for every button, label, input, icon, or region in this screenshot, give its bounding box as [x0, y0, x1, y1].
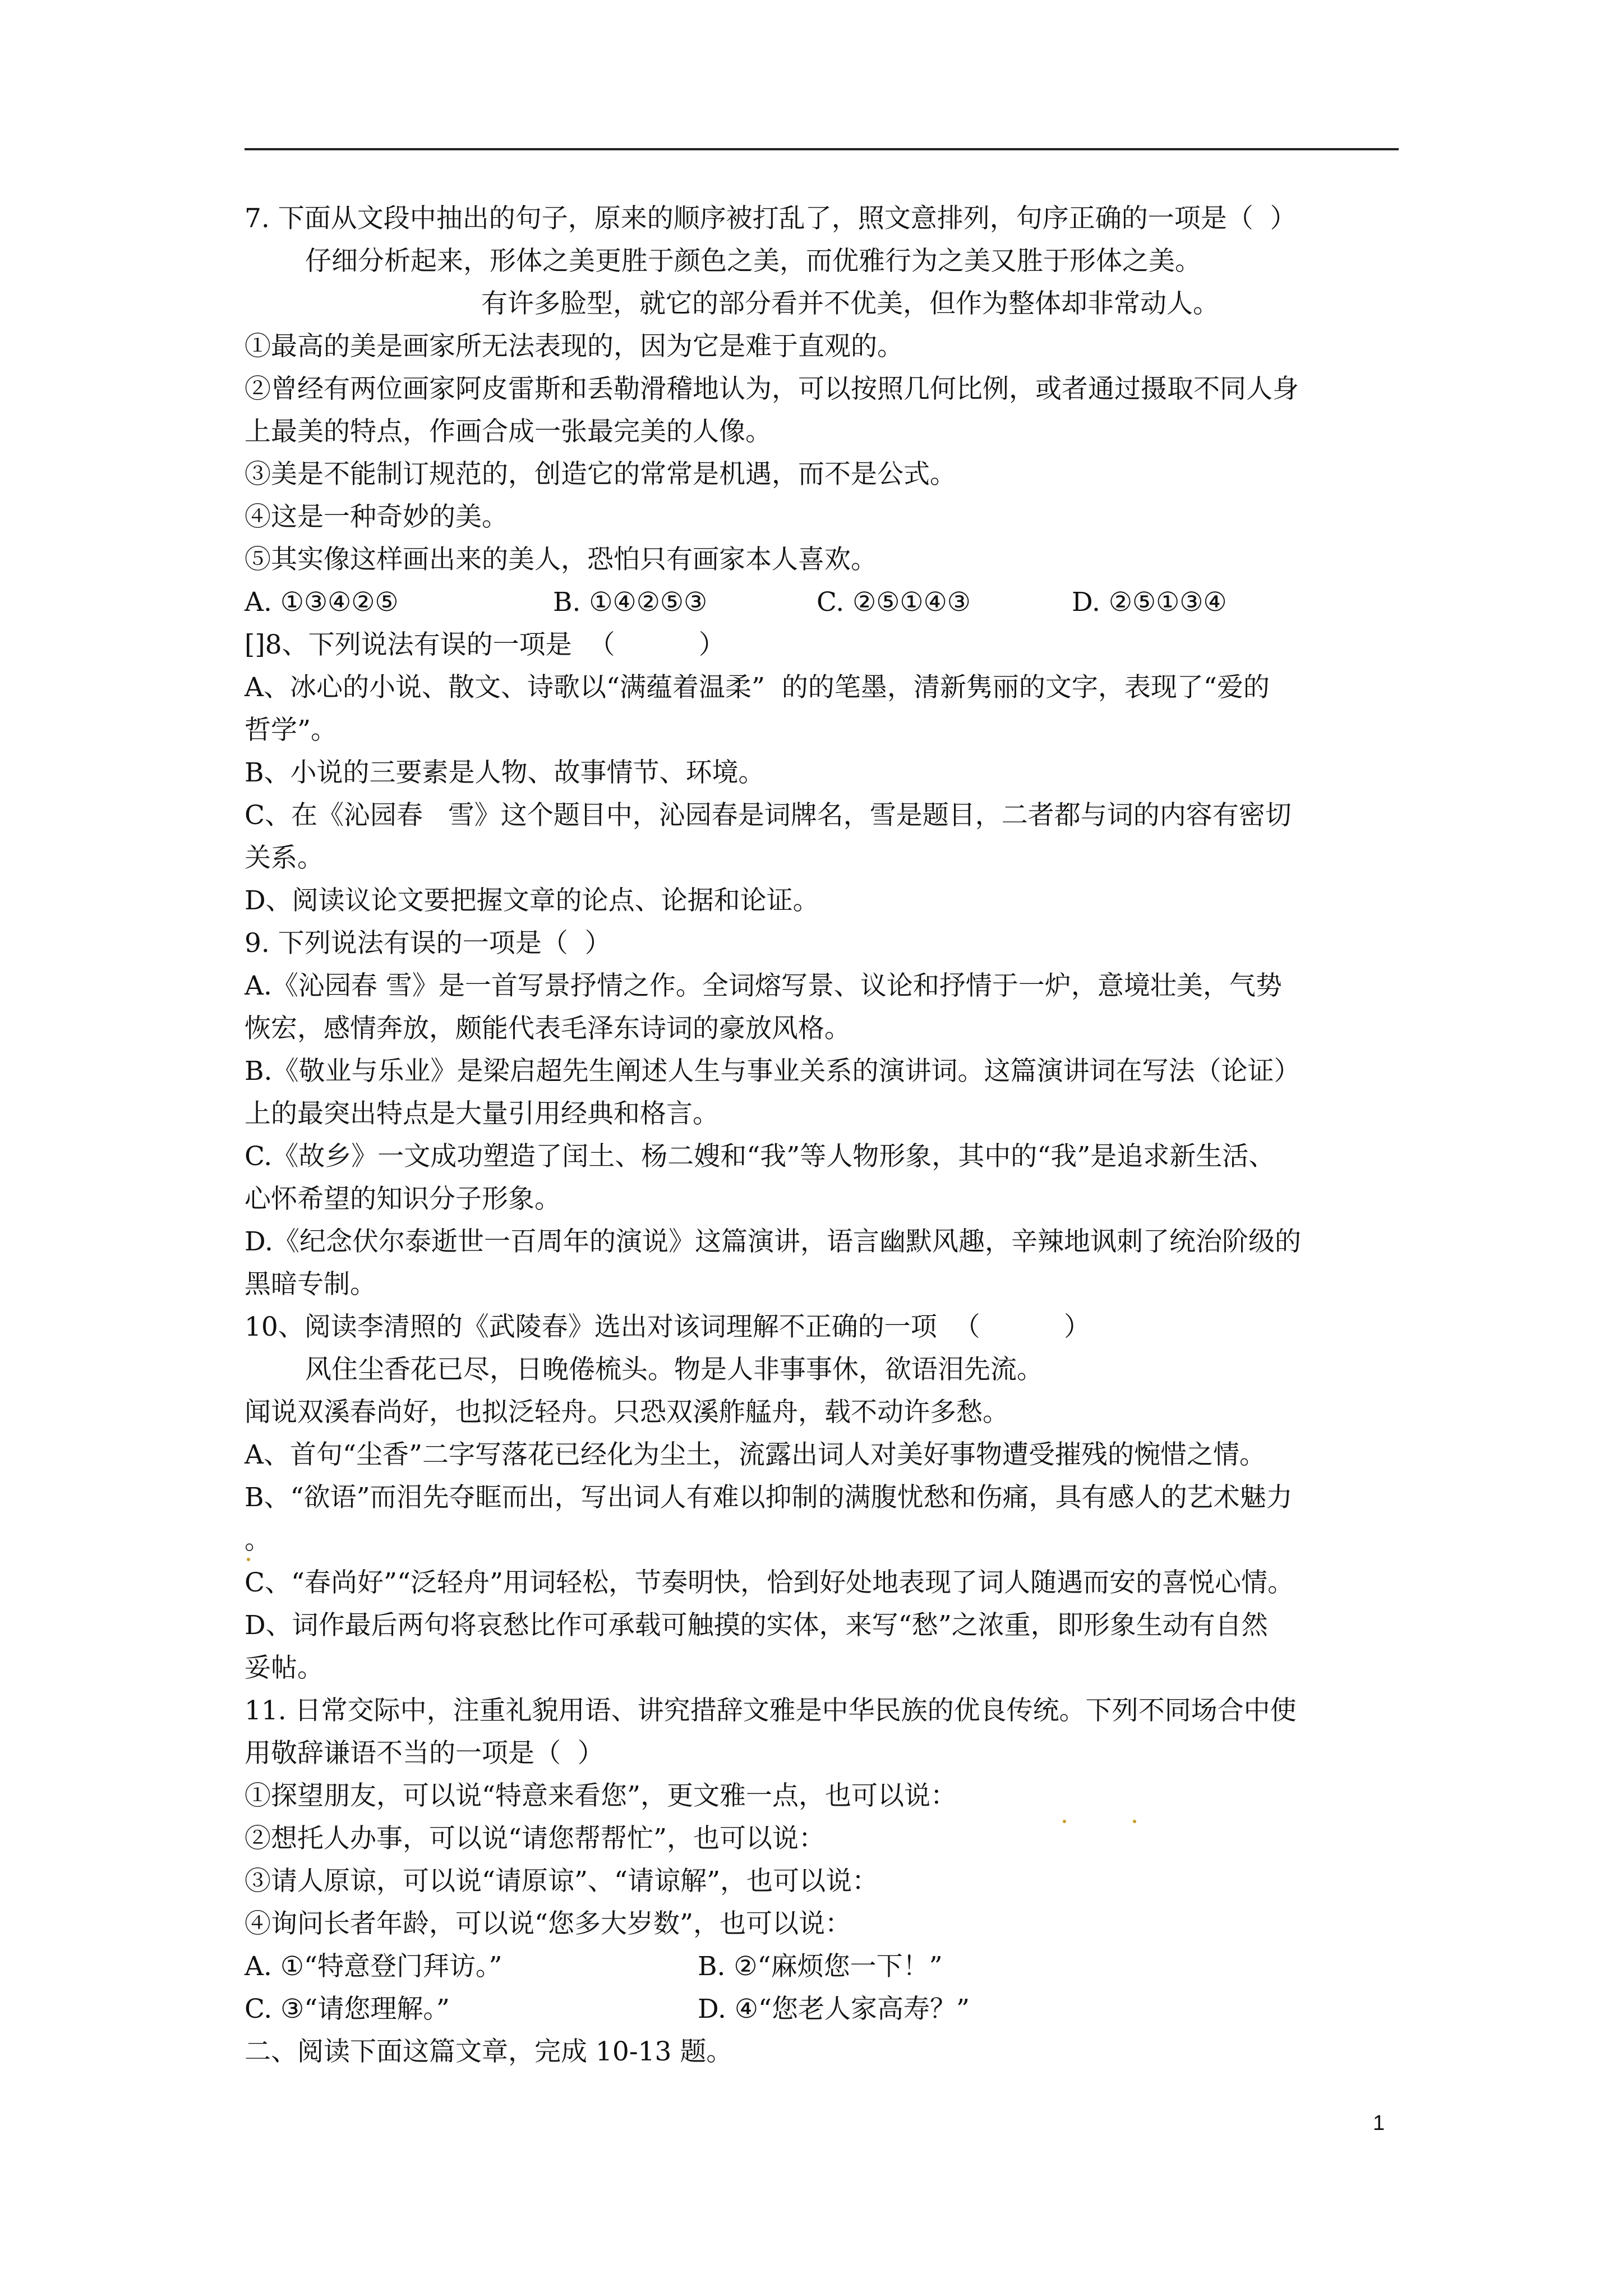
q7-sentence-3: ③美是不能制订规范的，创造它的常常是机遇，而不是公式。 — [245, 459, 956, 490]
q11-item-4: ④询问长者年龄，可以说“您多大岁数”，也可以说： — [245, 1908, 852, 1939]
q8-option-b: B、小说的三要素是人物、故事情节、环境。 — [245, 757, 765, 788]
q11-option-d: D. ④“您老人家高寿？” — [698, 1994, 970, 2024]
q7-sentence-2b: 上最美的特点，作画合成一张最完美的人像。 — [245, 416, 772, 447]
q7-option-a: A. ①③④②⑤ — [245, 587, 399, 618]
q9-option-b-1: B.《敬业与乐业》是梁启超先生阐述人生与事业关系的演讲词。这篇演讲词在写法（论证） — [245, 1056, 1301, 1087]
q11-item-1: ①探望朋友，可以说“特意来看您”，更文雅一点，也可以说： — [245, 1780, 957, 1811]
q9-option-a-1: A.《沁园春 雪》是一首写景抒情之作。全词熔写景、议论和抒情于一炉，意境壮美，气势 — [245, 970, 1282, 1001]
q11-option-a: A. ①“特意登门拜访。” — [245, 1951, 502, 1982]
q11-item-2: ②想托人办事，可以说“请您帮帮忙”，也可以说： — [245, 1823, 826, 1854]
q10-option-b-2: 。 — [245, 1525, 271, 1556]
stray-mark-dot — [247, 1558, 250, 1561]
q7-options — [245, 581, 1400, 624]
q8-option-c-1: C、在《沁园春 雪》这个题目中，沁园春是词牌名，雪是题目，二者都与词的内容有密切 — [245, 800, 1292, 831]
q11-options-row-2 — [245, 1988, 1400, 2031]
q9-option-d-1: D.《纪念伏尔泰逝世一百周年的演说》这篇演讲，语言幽默风趣，辛辣地讽刺了统治阶级的 — [245, 1226, 1301, 1257]
q7-sentence-2a: ②曾经有两位画家阿皮雷斯和丢勒滑稽地认为，可以按照几何比例，或者通过摄取不同人身 — [245, 374, 1299, 404]
q10-poem-line-2: 闻说双溪春尚好，也拟泛轻舟。只恐双溪舴艋舟，载不动许多愁。 — [245, 1397, 1009, 1428]
q11-option-c: C. ③“请您理解。” — [245, 1994, 450, 2024]
page-content — [245, 197, 1400, 2073]
q10-option-d-1: D、词作最后两句将哀愁比作可承载可触摸的实体，来写“愁”之浓重，即形象生动有自然 — [245, 1610, 1268, 1641]
q9-option-c-2: 心怀希望的知识分子形象。 — [245, 1184, 561, 1214]
q8-option-c-2: 关系。 — [245, 843, 324, 873]
q9-option-c-1: C.《故乡》一文成功塑造了闰土、杨二嫂和“我”等人物形象，其中的“我”是追求新生活、 — [245, 1141, 1275, 1172]
q7-sentence-4: ④这是一种奇妙的美。 — [245, 501, 508, 532]
q9-stem: 9. 下列说法有误的一项是（ ） — [245, 928, 611, 959]
stray-mark-dot — [1133, 1820, 1136, 1823]
q11-item-3: ③请人原谅，可以说“请原谅”、“请谅解”，也可以说： — [245, 1866, 879, 1897]
q9-option-d-2: 黑暗专制。 — [245, 1269, 376, 1300]
q10-stem: 10、阅读李清照的《武陵春》选出对该词理解不正确的一项 （ ） — [245, 1312, 1091, 1342]
q9-option-a-2: 恢宏，感情奔放，颇能代表毛泽东诗词的豪放风格。 — [245, 1013, 851, 1044]
q8-stem: []8、下列说法有误的一项是 （ ） — [245, 629, 725, 660]
q11-options-row-1 — [245, 1945, 1400, 1988]
q8-option-a-1: A、冰心的小说、散文、诗歌以“满蕴着温柔” 的的笔墨，清新隽丽的文字，表现了“爱的 — [245, 672, 1270, 703]
q8-option-d: D、阅读议论文要把握文章的论点、论据和论证。 — [245, 885, 819, 916]
q11-stem-2: 用敬辞谦语不当的一项是（ ） — [245, 1738, 604, 1769]
q9-option-b-2: 上的最突出特点是大量引用经典和格言。 — [245, 1098, 719, 1129]
q7-sentence-5: ⑤其实像这样画出来的美人，恐怕只有画家本人喜欢。 — [245, 544, 877, 575]
q11-option-b: B. ②“麻烦您一下！” — [698, 1951, 943, 1982]
q8-option-a-2: 哲学”。 — [245, 715, 338, 746]
q11-stem-1: 11. 日常交际中，注重礼貌用语、讲究措辞文雅是中华民族的优良传统。下列不同场合中使 — [245, 1695, 1297, 1726]
header-rule — [245, 148, 1399, 150]
q7-passage-line-1: 仔细分析起来，形体之美更胜于颜色之美，而优雅行为之美又胜于形体之美。 — [305, 246, 1201, 277]
q10-poem-line-1: 风住尘香花已尽，日晚倦梳头。物是人非事事休，欲语泪先流。 — [305, 1354, 1043, 1385]
q7-option-d: D. ②⑤①③④ — [1072, 587, 1227, 618]
q7-option-b: B. ①④②⑤③ — [553, 587, 708, 618]
q7-passage-line-2: 有许多脸型，就它的部分看并不优美，但作为整体却非常动人。 — [481, 288, 1219, 319]
q10-option-a: A、首句“尘香”二字写落花已经化为尘土，流露出词人对美好事物遭受摧残的惋惜之情。 — [245, 1439, 1266, 1470]
page-number: 1 — [1373, 2111, 1385, 2135]
q7-sentence-1: ①最高的美是画家所无法表现的，因为它是难于直观的。 — [245, 331, 903, 362]
q7-stem: 7. 下面从文段中抽出的句子，原来的顺序被打乱了，照文意排列，句序正确的一项是（ ） — [245, 203, 1297, 234]
q10-option-b-1: B、“欲语”而泪先夺眶而出，写出词人有难以抑制的满腹忧愁和伤痛，具有感人的艺术魅力 — [245, 1482, 1293, 1513]
q10-option-c: C、“春尚好”“泛轻舟”用词轻松，节奏明快，恰到好处地表现了词人随遇而安的喜悦心情。 — [245, 1567, 1294, 1598]
section-two-heading: 二、阅读下面这篇文章，完成 10-13 题。 — [245, 2036, 733, 2067]
stray-mark-dot — [1063, 1820, 1066, 1823]
q10-option-d-2: 妥帖。 — [245, 1653, 324, 1683]
q7-option-c: C. ②⑤①④③ — [817, 587, 971, 618]
